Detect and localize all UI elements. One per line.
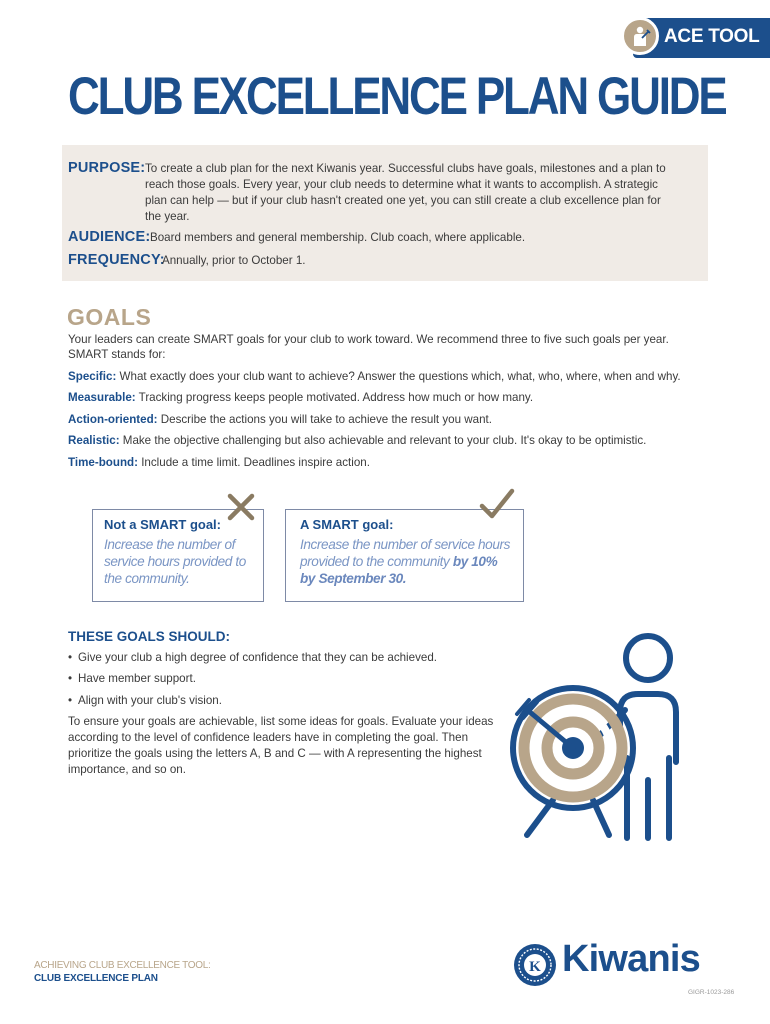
- audience-label: AUDIENCE:: [68, 229, 151, 245]
- list-item: • Give your club a high degree of confidence that they can be achieved.: [68, 651, 437, 664]
- footer-plan-label: CLUB EXCELLENCE PLAN: [34, 973, 158, 984]
- goals-heading: GOALS: [67, 304, 152, 330]
- smart-title: A SMART goal:: [300, 517, 394, 532]
- should-paragraph-line: according to the level of confidence leaders have in completing the goal. Then: [68, 731, 469, 744]
- smart-line: Increase the number of service hours: [300, 537, 511, 552]
- page-title: CLUB EXCELLENCE PLAN GUIDE: [68, 67, 726, 126]
- smart-line: by September 30.: [300, 571, 407, 586]
- frequency-text: Annually, prior to October 1.: [162, 254, 306, 267]
- list-item: • Have member support.: [68, 672, 196, 685]
- smart-line: provided to the community by 10%: [300, 554, 498, 569]
- check-mark-icon: [477, 486, 517, 522]
- goals-should-heading: THESE GOALS SHOULD:: [68, 629, 231, 644]
- ace-tool-label: ACE TOOL: [664, 26, 760, 47]
- wrench-person-icon: [621, 17, 659, 55]
- list-item: • Align with your club's vision.: [68, 694, 222, 707]
- footer-tool-label: ACHIEVING CLUB EXCELLENCE TOOL:: [34, 960, 211, 971]
- not-smart-title: Not a SMART goal:: [104, 517, 221, 532]
- not-smart-line: service hours provided to: [104, 554, 246, 569]
- smart-term-action: Action-oriented: Describe the actions you will take to achieve the result you want.: [68, 413, 492, 426]
- purpose-line: the year.: [145, 210, 190, 223]
- should-paragraph-line: importance, and so on.: [68, 763, 186, 776]
- smart-term-measurable: Measurable: Tracking progress keeps people motivated. Address how much or how many.: [68, 391, 534, 404]
- purpose-line: plan can help — but if your club hasn't created one yet, you can still create a club excellence plan for: [145, 194, 661, 207]
- kiwanis-seal-icon: [512, 942, 558, 988]
- smart-term-specific: Specific: What exactly does your club want to achieve? Answer the questions which, what, who, where, when and why.: [68, 370, 681, 383]
- kiwanis-logo: Kiwanis: [562, 938, 700, 980]
- not-smart-line: the community.: [104, 571, 190, 586]
- goals-intro-line: Your leaders can create SMART goals for your club to work toward. We recommend three to five such goals per year.: [68, 333, 669, 346]
- x-mark-icon: [224, 490, 258, 524]
- smart-term-timebound: Time-bound: Include a time limit. Deadlines inspire action.: [68, 456, 370, 469]
- svg-text:K: K: [529, 959, 541, 975]
- purpose-line: To create a club plan for the next Kiwanis year. Successful clubs have goals, milestones and a plan to: [145, 162, 666, 175]
- frequency-label: FREQUENCY:: [68, 252, 165, 268]
- should-paragraph-line: prioritize the goals using the letters A, B and C — with A representing the highest: [68, 747, 482, 760]
- goals-intro-line: SMART stands for:: [68, 348, 166, 361]
- smart-term-realistic: Realistic: Make the objective challenging but also achievable and relevant to your club. It's okay to be optimistic.: [68, 434, 647, 447]
- purpose-label: PURPOSE:: [68, 160, 146, 176]
- person-target-icon: [505, 630, 705, 845]
- document-code: GIGR-1023-286: [688, 989, 735, 996]
- should-paragraph-line: To ensure your goals are achievable, list some ideas for goals. Evaluate your ideas: [68, 715, 494, 728]
- purpose-line: reach those goals. Every year, your club needs to determine what it wants to accomplish. A strategic: [145, 178, 658, 191]
- audience-text: Board members and general membership. Club coach, where applicable.: [150, 231, 526, 244]
- not-smart-line: Increase the number of: [104, 537, 235, 552]
